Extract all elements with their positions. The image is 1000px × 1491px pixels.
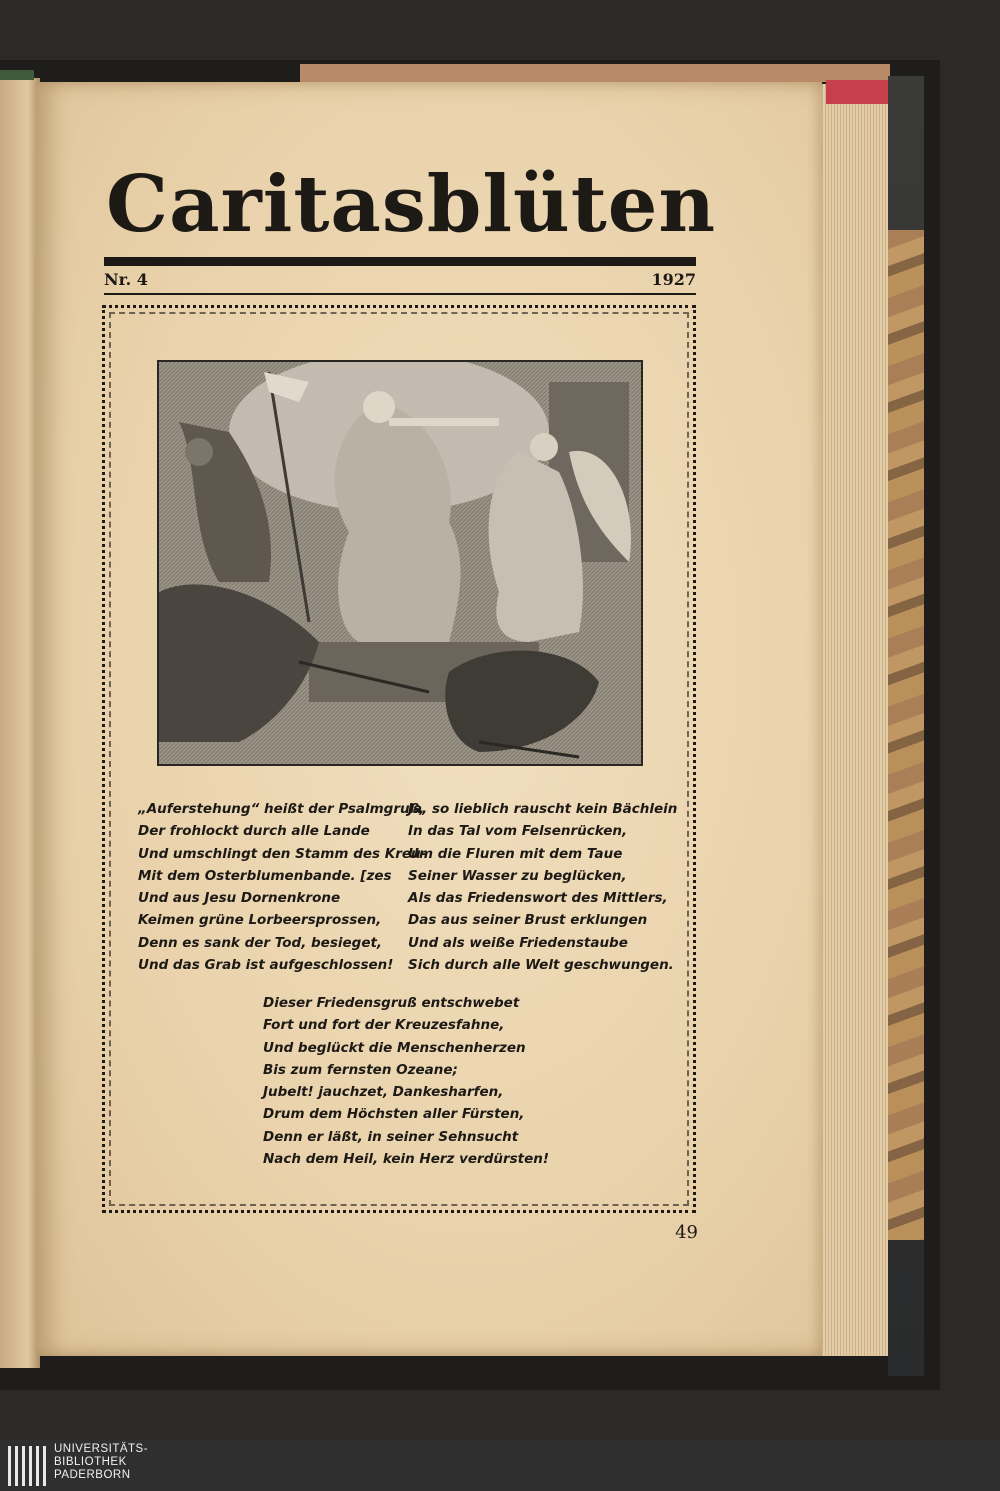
poem-line: Und beglückt die Menschenherzen [263,1039,526,1056]
poem-line: Und das Grab ist aufgeschlossen! [138,957,394,974]
poem-line: Und aus Jesu Dornenkrone [138,890,341,907]
red-page-edge [826,80,888,104]
poem-center-stanza [263,992,549,1170]
poem-line: Als das Friedenswort des Mittlers, [408,890,668,907]
poem-line: Sich durch alle Welt geschwungen. [408,957,674,974]
poem-line: Und umschlingt den Stamm des Kreu- [138,845,427,862]
poem-line: Drum dem Höchsten aller Fürsten, [263,1106,525,1123]
poem-line: Denn es sank der Tod, besieget, [138,934,383,951]
poem-line: Das aus seiner Brust erklungen [408,912,648,929]
engraving-image [159,362,641,764]
spine-band [0,70,34,80]
poem-line: Mit dem Osterblumenbande. [zes [138,867,392,884]
page-block-edges [820,84,890,1356]
book-top-edge [300,64,890,82]
poem-line: Dieser Friedensgruß entschwebet [263,995,520,1011]
masthead-rule-thin [104,293,696,295]
library-logo-text [54,1443,148,1482]
resurrection-engraving [157,360,643,766]
poem-line: Um die Fluren mit dem Taue [408,845,623,862]
poem-line: Der frohlockt durch alle Lande [138,823,370,840]
masthead-title: Caritasblüten [106,159,717,250]
poem-line: Keimen grüne Lorbeersprossen, [138,912,382,929]
poem-line: „Auferstehung“ heißt der Psalmgruß, [138,801,425,817]
left-page-edge [0,78,40,1368]
library-footer [0,1440,1000,1491]
issue-number: Nr. 4 [104,270,148,289]
issue-year: 1927 [651,270,696,289]
poem-left-column [138,798,426,976]
library-logo-mark [8,1446,46,1486]
poem-line: In das Tal vom Felsenrücken, [408,823,628,840]
poem-line: Ja, so lieblich rauscht kein Bächlein [408,801,678,817]
poem-line: Denn er läßt, in seiner Sehnsucht [263,1128,519,1145]
logo-line: UNIVERSITÄTS- [54,1443,149,1455]
poem-line: Seiner Wasser zu beglücken, [408,867,627,884]
poem-line: Fort und fort der Kreuzesfahne, [263,1017,505,1034]
poem-line: Nach dem Heil, kein Herz verdürsten! [263,1151,550,1168]
page-number: 49 [675,1222,698,1243]
poem-line: Bis zum fernsten Ozeane; [263,1061,458,1078]
poem-line: Und als weiße Friedenstaube [408,934,628,951]
masthead-rule-thick [104,257,696,266]
logo-line: PADERBORN [54,1469,131,1481]
logo-line: BIBLIOTHEK [54,1456,127,1468]
poem-right-column [408,798,677,976]
marbled-cover [888,230,924,1240]
poem-line: Jubelt! jauchzet, Dankesharfen, [263,1084,504,1101]
